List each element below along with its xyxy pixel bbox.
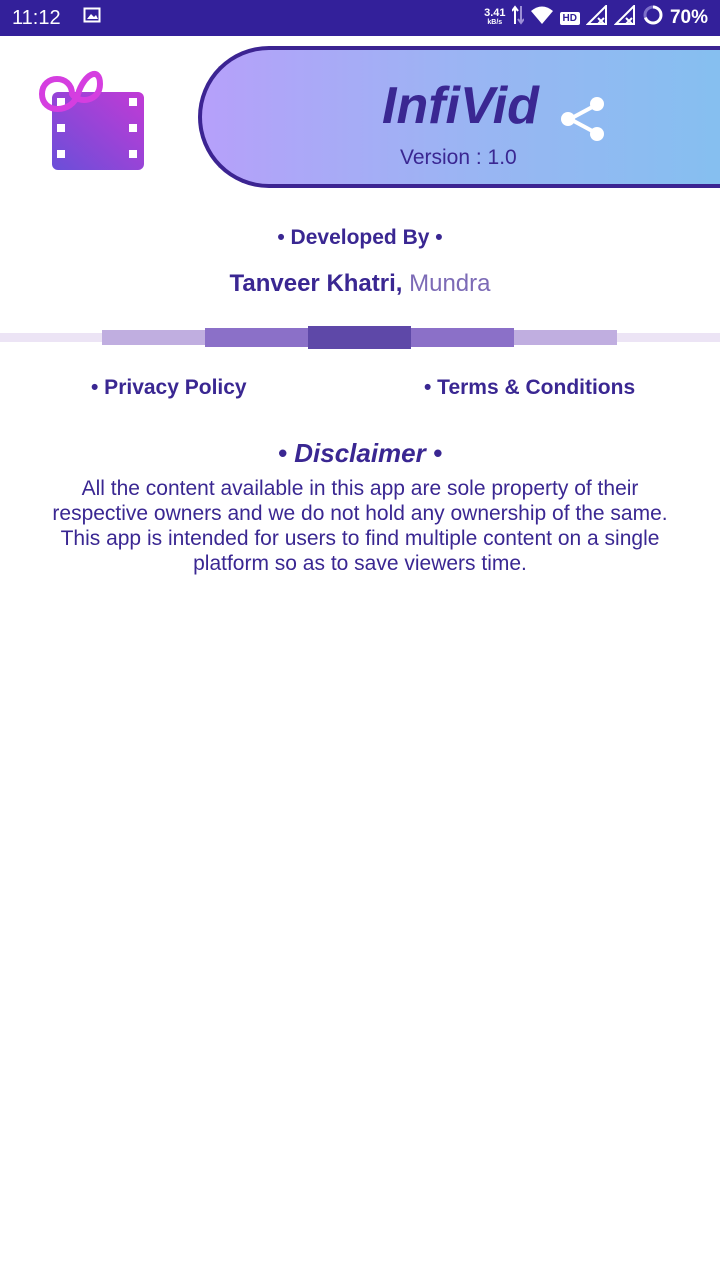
network-speed-value: 3.41 xyxy=(484,7,506,19)
signal-icon xyxy=(586,5,608,31)
disclaimer-title: • Disclaimer • xyxy=(277,438,443,468)
divider-segment xyxy=(102,330,205,345)
terms-conditions-link[interactable]: • Terms & Conditions xyxy=(424,376,636,399)
status-time: 11:12 xyxy=(12,6,61,29)
app-version: Version : 1.0 xyxy=(400,146,517,169)
network-speed-unit: kB/s xyxy=(487,19,503,26)
header xyxy=(0,36,720,196)
disclaimer-text: All the content available in this app are sole property of their respective owners and we do not hold any ownership of the same. This app is intended for users to find multiple content on a single platform so as to save viewers time. xyxy=(52,477,668,575)
wifi-icon xyxy=(530,5,554,31)
battery-icon xyxy=(642,4,664,32)
divider-segment xyxy=(205,328,308,347)
developed-by-heading: • Developed By • xyxy=(277,226,443,249)
privacy-policy-link[interactable]: • Privacy Policy xyxy=(91,376,247,399)
links-row xyxy=(0,374,720,408)
share-icon[interactable] xyxy=(558,94,608,144)
developer-place: Mundra xyxy=(402,270,491,297)
app-banner xyxy=(198,46,720,188)
divider-segment xyxy=(617,333,720,342)
network-speed xyxy=(484,9,505,27)
developer-name: Tanveer Khatri, xyxy=(229,270,403,297)
divider-segment xyxy=(514,330,617,345)
status-bar xyxy=(0,0,720,36)
signal-icon-2 xyxy=(614,5,636,31)
hd-badge: HD xyxy=(560,12,580,25)
app-title: InfiVid xyxy=(382,77,539,135)
developer-info xyxy=(0,270,720,298)
battery-percent: 70% xyxy=(669,7,708,28)
app-logo-icon xyxy=(38,64,150,174)
divider-segment xyxy=(308,326,411,349)
data-arrows-icon xyxy=(512,4,524,32)
section-divider xyxy=(0,326,720,350)
divider-segment xyxy=(411,328,514,347)
image-icon xyxy=(83,6,101,30)
divider-segment xyxy=(0,333,102,342)
